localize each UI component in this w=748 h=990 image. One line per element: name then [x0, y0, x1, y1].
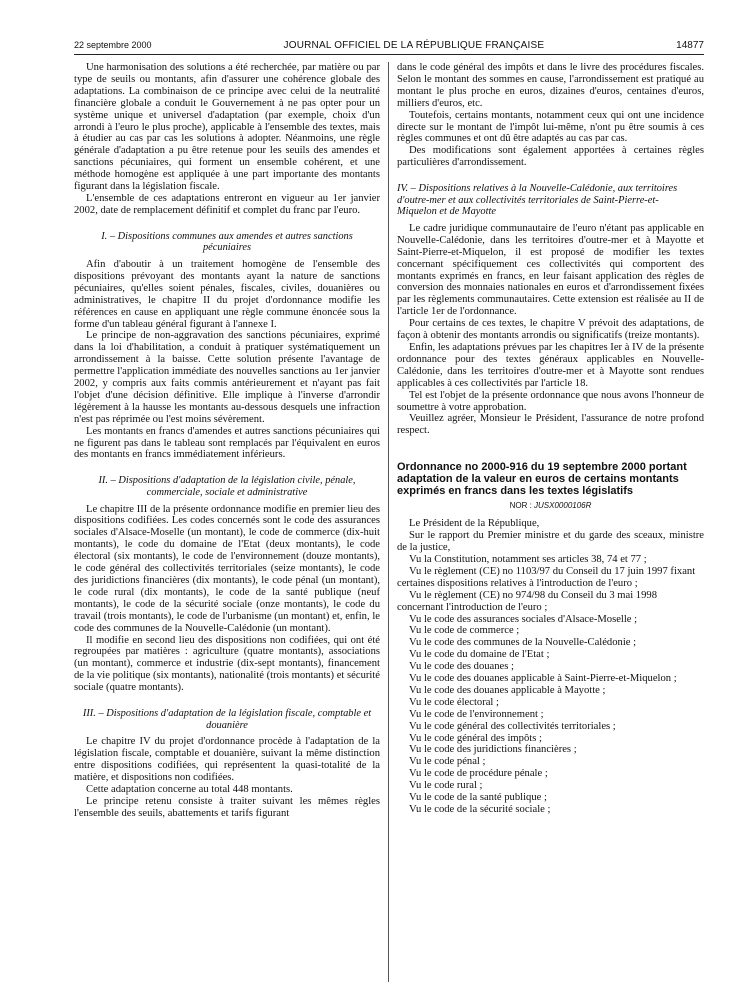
- right-column: [389, 62, 704, 982]
- visa-item: Vu le code des douanes ;: [409, 661, 514, 673]
- page-header: [74, 40, 704, 55]
- visa-item: Vu le code des communes de la Nouvelle-Calédonie ;: [409, 637, 637, 649]
- paragraph: L'ensemble de ces adaptations entreront en vigueur au 1er janvier 2002, date de remplacement définitif et complet du franc par l'euro.: [74, 192, 380, 216]
- visa-item: Vu le code des assurances sociales d'Alsace-Moselle ;: [409, 613, 638, 625]
- paragraph: Pour certains de ces textes, le chapitre V prévoit des adaptations, de façon à obtenir des montants arrondis ou significatifs (treize montants).: [397, 318, 704, 342]
- visa-item: Vu le code de la sécurité sociale ;: [409, 804, 551, 815]
- paragraph: Le principe de non-aggravation des sanctions pécuniaires, exprimé dans la loi d'habilitation, a conduit à pratiquer systématiquement un arrondissement à la baisse. Cette solution présente l'avantage de permettre l'application immédiate des nouvelles sanctions au 1er janvier 2002, y compris aux faits commis antérieurement et n'ayant pas fait l'objet d'une décision définitive. Elle implique à l'inverse d'arrondir légèrement à la hausse les montants au-dessous desquels une infraction n'est pas réprimée ou l'est moins sévèrement.: [74, 330, 380, 425]
- header-journal-title: JOURNAL OFFICIEL DE LA RÉPUBLIQUE FRANÇAISE: [283, 40, 545, 51]
- visa-item: Vu le code de commerce ;: [409, 625, 520, 637]
- section-heading-3: III. – Dispositions d'adaptation de la législation fiscale, comptable et douanière: [82, 708, 372, 731]
- header-page-number: 14877: [676, 40, 704, 51]
- paragraph: dans le code général des impôts et dans le livre des procédures fiscales. Selon le montant des sommes en cause, l'arrondissement est pratiqué au montant le plus proche en euros, dizaines d'euros, centaines d'euros, milliers d'euros, etc.: [397, 62, 704, 109]
- header-date: 22 septembre 2000: [74, 40, 152, 50]
- visa-item: Vu le règlement (CE) no 974/98 du Conseil du 3 mai 1998 concernant l'introduction de l'euro ;: [397, 589, 657, 613]
- paragraph: Enfin, les adaptations prévues par les chapitres Ier à IV de la présente ordonnance pour des textes généraux applicables en Nouvelle-Calédonie, dans les territoires d'outre-mer et à Mayotte sont rendues applicables à ces collectivités par l'article 18.: [397, 342, 704, 389]
- visa-list: [397, 554, 704, 816]
- paragraph: Il modifie en second lieu des dispositions non codifiées, qui ont été regroupées par matières : agriculture (quatre montants), associations (un montant), commerce et industrie (dix-sept montants), financement de la vie politique (six montants), nationalité (trois montants) et sécurité sociale (quatre montants).: [74, 634, 380, 694]
- paragraph: Une harmonisation des solutions a été recherchée, par matière ou par type de seuils ou montants, afin d'assurer une cohérence globale des adaptations. La combinaison de ce principe avec celui de la neutralité financière globale a conduit le Gouvernement à ne pas opter pour un système unique et universel d'adaptation (par exemple, choix d'un arrondi à l'euro le plus proche), applicable à l'ensemble des textes, mais à étudier au cas par cas les solutions à adopter. Néanmoins, une règle générale d'adaptation a pu être retenue pour les seuils des amendes et sanctions pécuniaires, qui forment un ensemble cohérent, et une méthode homogène est appliquée à une part importante des montants figurant dans la législation fiscale.: [74, 62, 380, 193]
- paragraph: Des modifications sont également apportées à certaines règles particulières d'arrondissement.: [397, 145, 704, 169]
- section-heading-2: II. – Dispositions d'adaptation de la législation civile, pénale, commerciale, sociale et administrative: [98, 475, 356, 498]
- paragraph: Toutefois, certains montants, notamment ceux qui ont une incidence directe sur le montant de l'impôt lui-même, n'ont pu être soumis à ces règles communes et ont dû être adaptés au cas par cas.: [397, 109, 704, 145]
- visa-item: Vu le code pénal ;: [409, 756, 486, 768]
- visa-item: Vu le code des douanes applicable à Saint-Pierre-et-Miquelon ;: [409, 673, 677, 685]
- president-line: Le Président de la République,: [409, 518, 540, 530]
- nor-reference: [397, 501, 704, 510]
- visa-item: Vu le code des douanes applicable à Mayotte ;: [409, 684, 606, 696]
- visa-item: Vu le code de l'environnement ;: [409, 708, 544, 720]
- visa-item: Vu le code des juridictions financières ;: [409, 744, 577, 756]
- visa-item: Vu le code électoral ;: [409, 696, 499, 708]
- ordinance-title: Ordonnance no 2000-916 du 19 septembre 2000 portant adaptation de la valeur en euros de certains montants exprimés en francs dans les textes législatifs: [397, 461, 687, 498]
- paragraph: Le chapitre III de la présente ordonnance modifie en premier lieu des dispositions codifiées. Les codes concernés sont le code des assurances sociales d'Alsace-Moselle (un montant), le code de commerce (dix-huit montants), le code du domaine de l'Etat (deux montants), le code électoral (six montants), le code de l'environnement (douze montants), le code général des collectivités territoriales (seize montants), le code des juridictions financières (dix montants), le code pénal (un montant), le code rural (dix montants), le code de la santé publique (neuf montants), le code de la sécurité sociale (onze montants), le code du travail (trois montants), le code de l'urbanisme (un montant) et, enfin, le code des communes de la Nouvelle-Calédonie (un montant).: [74, 503, 380, 634]
- left-column: [74, 62, 389, 982]
- visa-item: Vu le code de la santé publique ;: [409, 792, 547, 804]
- paragraph: Tel est l'objet de la présente ordonnance que nous avons l'honneur de soumettre à votre approbation.: [397, 389, 704, 413]
- nor-code: JUSX0000106R: [534, 501, 592, 511]
- paragraph: Veuillez agréer, Monsieur le Président, l'assurance de notre profond respect.: [397, 413, 704, 437]
- section-heading-4: IV. – Dispositions relatives à la Nouvelle-Calédonie, aux territoires d'outre-mer et aux collectivités territoriales de Saint-Pierre-et-Miquelon et de Mayotte: [397, 183, 678, 218]
- visa-item: Vu le code rural ;: [409, 780, 483, 792]
- section-heading-1: I. – Dispositions communes aux amendes et autres sanctions pécuniaires: [101, 230, 353, 254]
- paragraph: Cette adaptation concerne au total 448 montants.: [86, 783, 293, 795]
- paragraph: Le cadre juridique communautaire de l'euro n'étant pas applicable en Nouvelle-Calédonie, dans les territoires d'outre-mer et à Mayotte et Saint-Pierre-et-Miquelon, il est proposé de modifier les textes concernant spécifiquement ces collectivités qui comportent des montants exprimés en francs, en leur faisant application des règles de conversion des monnaies nationales en euros et d'arrondissement fixées par les règlements communautaires. Cette extension est réalisée au II de l'article 1er de l'ordonnance.: [397, 222, 704, 318]
- paragraph: Le chapitre IV du projet d'ordonnance procède à l'adaptation de la législation fiscale, comptable et douanière, suivant la même distinction entre dispositions codifiées, qui représentent la quasi-totalité de la matière, et dispositions non codifiées.: [74, 736, 380, 783]
- visa-item: Vu le code de procédure pénale ;: [409, 768, 548, 780]
- paragraph: Afin d'aboutir à un traitement homogène de l'ensemble des dispositions prévoyant des montants ayant la nature de sanctions pécuniaires, qu'elles soient pénales, fiscales, civiles, douanières ou administratives, le chapitre II du projet d'ordonnance modifie les références en cause en appliquant une règle commune énoncée sous la forme d'un tableau général figurant à l'annexe I.: [74, 258, 380, 330]
- paragraph: Le principe retenu consiste à traiter suivant les mêmes règles l'ensemble des seuils, abattements et tarifs figurant: [74, 795, 380, 819]
- nor-label: NOR :: [509, 501, 535, 511]
- visa-item: Vu le code général des impôts ;: [409, 732, 542, 744]
- visa-item: Vu le code général des collectivités territoriales ;: [409, 720, 616, 732]
- rapport-line: Sur le rapport du Premier ministre et du garde des sceaux, ministre de la justice,: [397, 530, 704, 554]
- visa-item: Vu le code du domaine de l'Etat ;: [409, 649, 550, 661]
- paragraph: Les montants en francs d'amendes et autres sanctions pécuniaires qui ne figurent pas dans le tableau sont remplacés par l'équivalent en euros des montants en francs immédiatement inférieurs.: [74, 425, 380, 461]
- visa-item: Vu la Constitution, notamment ses articles 38, 74 et 77 ;: [409, 553, 647, 565]
- visa-item: Vu le règlement (CE) no 1103/97 du Conseil du 17 juin 1997 fixant certaines dispositions relatives à l'introduction de l'euro ;: [397, 565, 696, 589]
- text-columns: [74, 62, 704, 982]
